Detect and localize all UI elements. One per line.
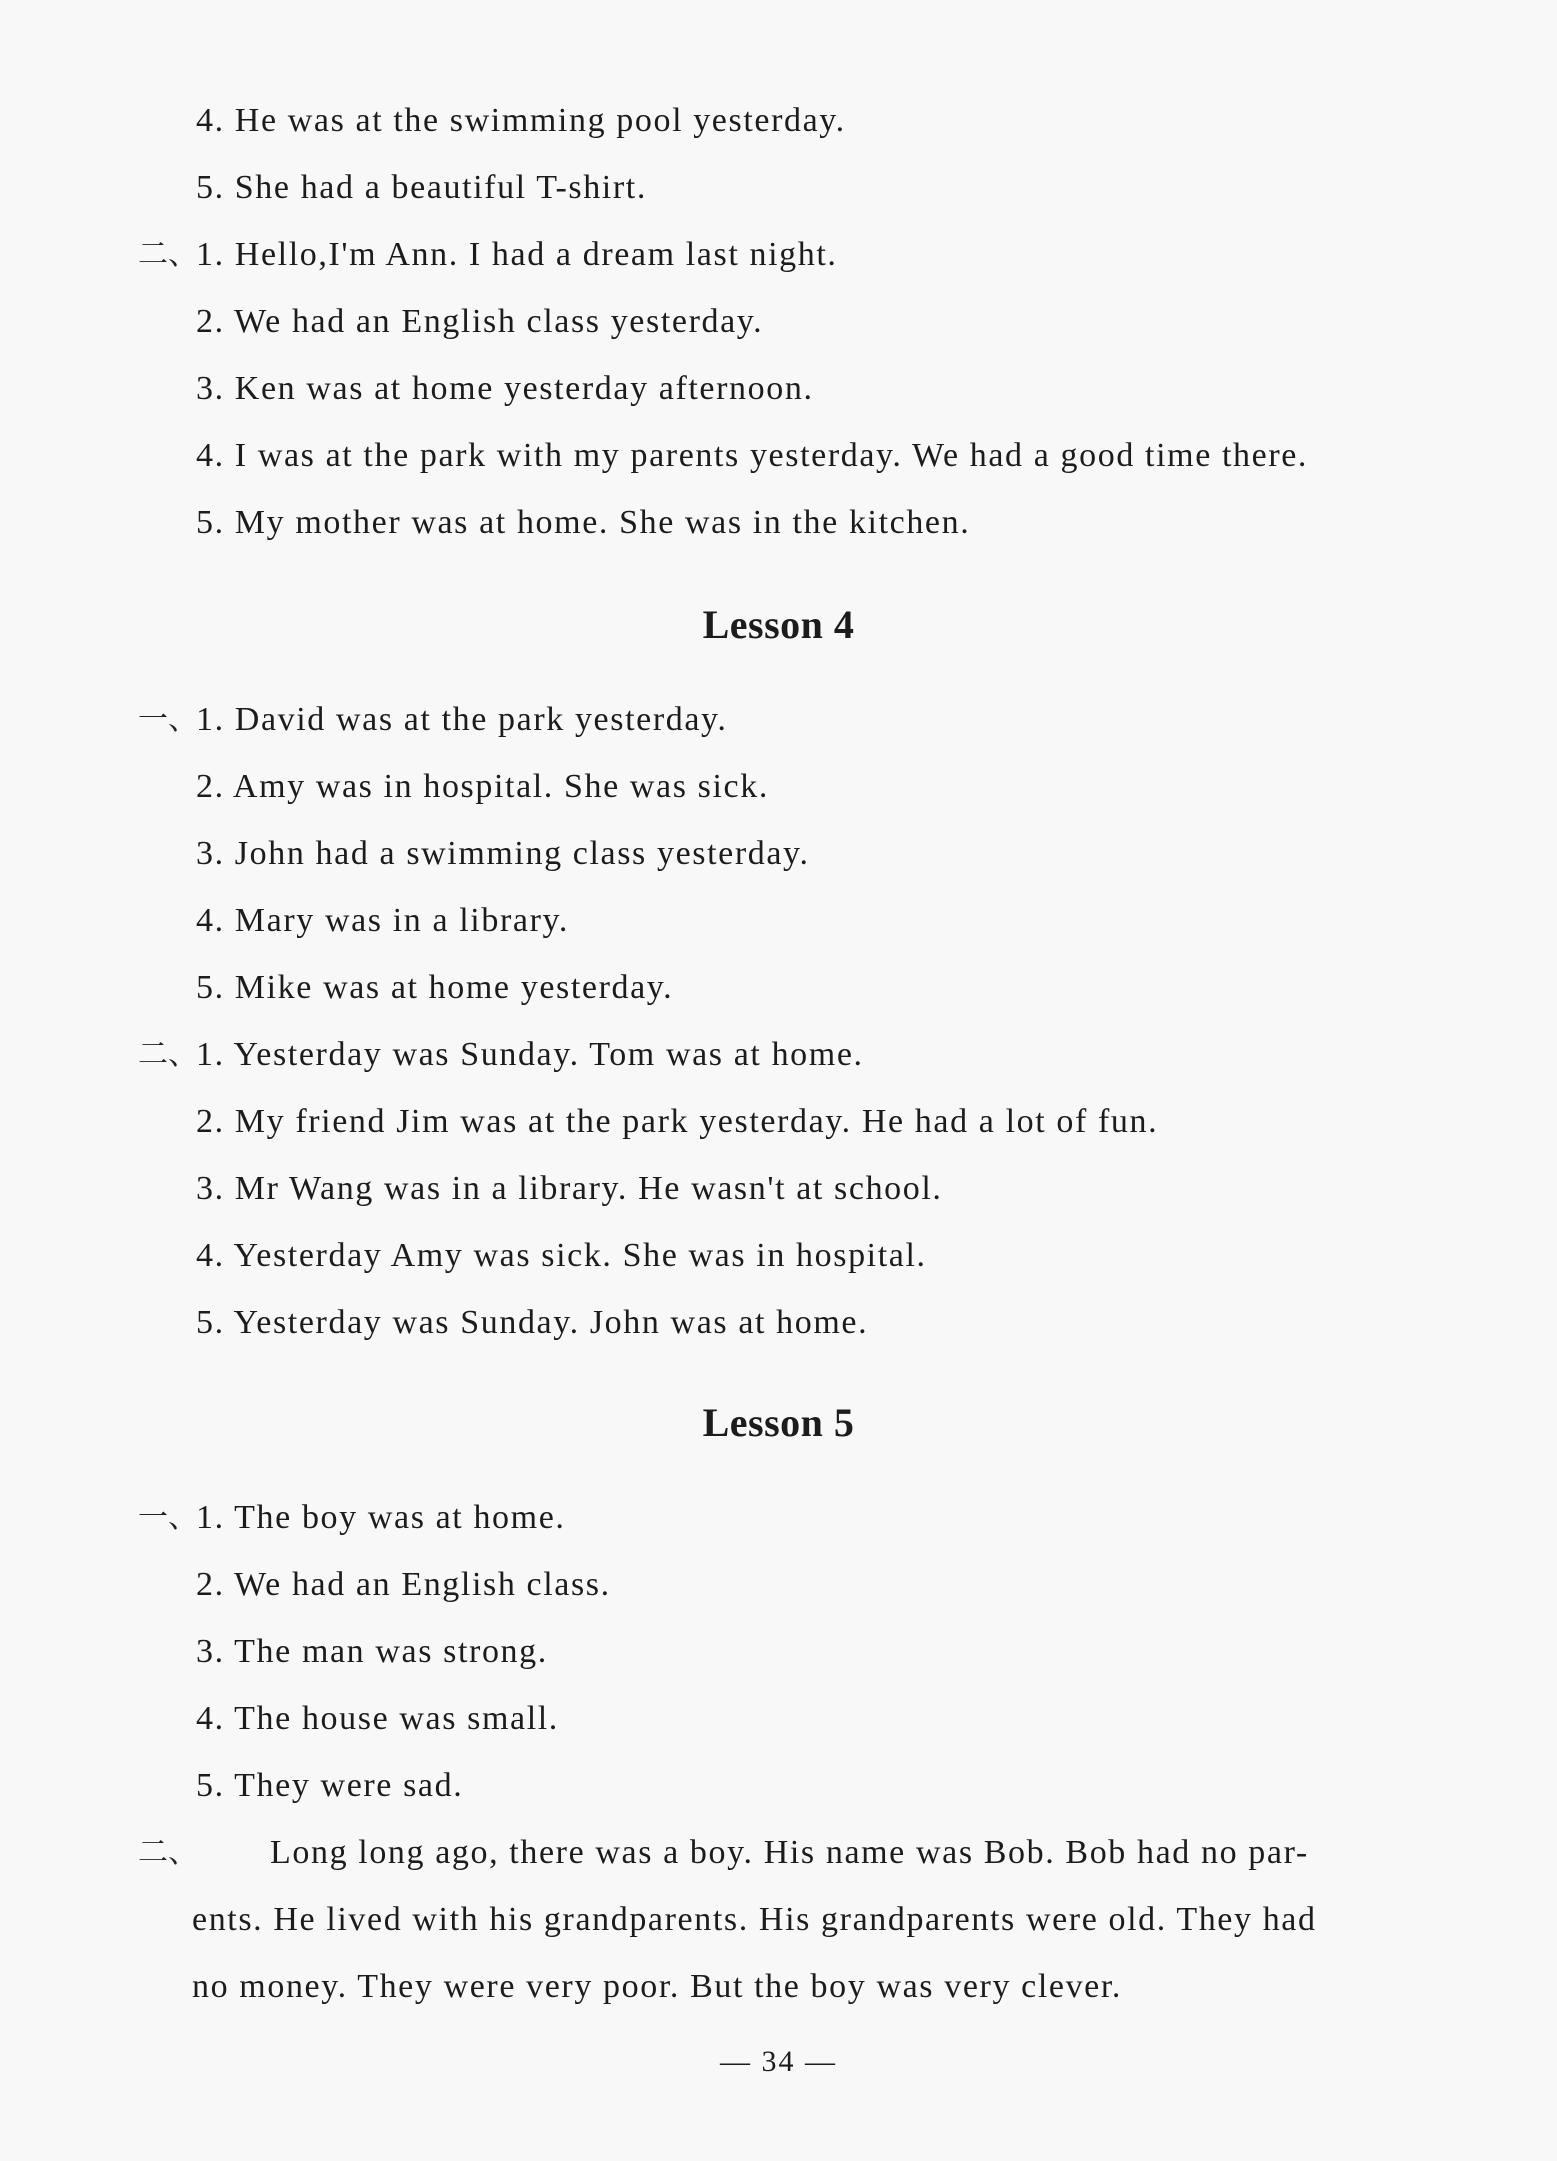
l5-p2-section-mark: 二、 bbox=[138, 1835, 198, 1870]
l4-p1-item-3: 3. John had a swimming class yesterday. bbox=[196, 835, 810, 872]
l3-p2-item-1: 1. Hello,I'm Ann. I had a dream last night. bbox=[196, 236, 838, 273]
l3-p2-section-mark: 二、 bbox=[138, 237, 198, 272]
l5-p2-paragraph-line-1: Long long ago, there was a boy. His name was Bob. Bob had no par- bbox=[270, 1834, 1309, 1871]
lesson-5-heading: Lesson 5 bbox=[702, 1400, 855, 1445]
l3-p2-item-2: 2. We had an English class yesterday. bbox=[196, 303, 764, 340]
l4-p1-item-1: 1. David was at the park yesterday. bbox=[196, 701, 728, 738]
l3-p2-item-3: 3. Ken was at home yesterday afternoon. bbox=[196, 370, 814, 407]
l4-p2-item-3: 3. Mr Wang was in a library. He wasn't at school. bbox=[196, 1170, 943, 1207]
l3-p2-item-4: 4. I was at the park with my parents yesterday. We had a good time there. bbox=[196, 437, 1309, 474]
l4-p1-section-mark: 一、 bbox=[138, 702, 198, 737]
l4-p1-item-4: 4. Mary was in a library. bbox=[196, 902, 569, 939]
l4-p2-item-2: 2. My friend Jim was at the park yesterday. He had a lot of fun. bbox=[196, 1103, 1159, 1140]
l4-p2-section-mark: 二、 bbox=[138, 1037, 198, 1072]
l5-p1-item-4: 4. The house was small. bbox=[196, 1700, 559, 1737]
l5-p1-item-1: 1. The boy was at home. bbox=[196, 1499, 566, 1536]
l3-p1-item-5: 5. She had a beautiful T-shirt. bbox=[196, 169, 647, 206]
l5-p1-item-5: 5. They were sad. bbox=[196, 1767, 464, 1804]
l5-p2-paragraph-line-3: no money. They were very poor. But the boy was very clever. bbox=[192, 1968, 1123, 2005]
lesson-4-heading: Lesson 4 bbox=[702, 602, 855, 647]
l4-p2-item-4: 4. Yesterday Amy was sick. She was in hospital. bbox=[196, 1237, 927, 1274]
page-number: — 34 — bbox=[720, 2045, 837, 2078]
l3-p1-item-4: 4. He was at the swimming pool yesterday. bbox=[196, 102, 846, 139]
l5-p1-item-2: 2. We had an English class. bbox=[196, 1566, 611, 1603]
l4-p1-item-2: 2. Amy was in hospital. She was sick. bbox=[196, 768, 769, 805]
l4-p1-item-5: 5. Mike was at home yesterday. bbox=[196, 969, 674, 1006]
l4-p2-item-5: 5. Yesterday was Sunday. John was at home. bbox=[196, 1304, 869, 1341]
l5-p2-paragraph-line-2: ents. He lived with his grandparents. His grandparents were old. They had bbox=[192, 1901, 1317, 1938]
l3-p2-item-5: 5. My mother was at home. She was in the kitchen. bbox=[196, 504, 971, 541]
l4-p2-item-1: 1. Yesterday was Sunday. Tom was at home. bbox=[196, 1036, 864, 1073]
l5-p1-item-3: 3. The man was strong. bbox=[196, 1633, 548, 1670]
l5-p1-section-mark: 一、 bbox=[138, 1500, 198, 1535]
